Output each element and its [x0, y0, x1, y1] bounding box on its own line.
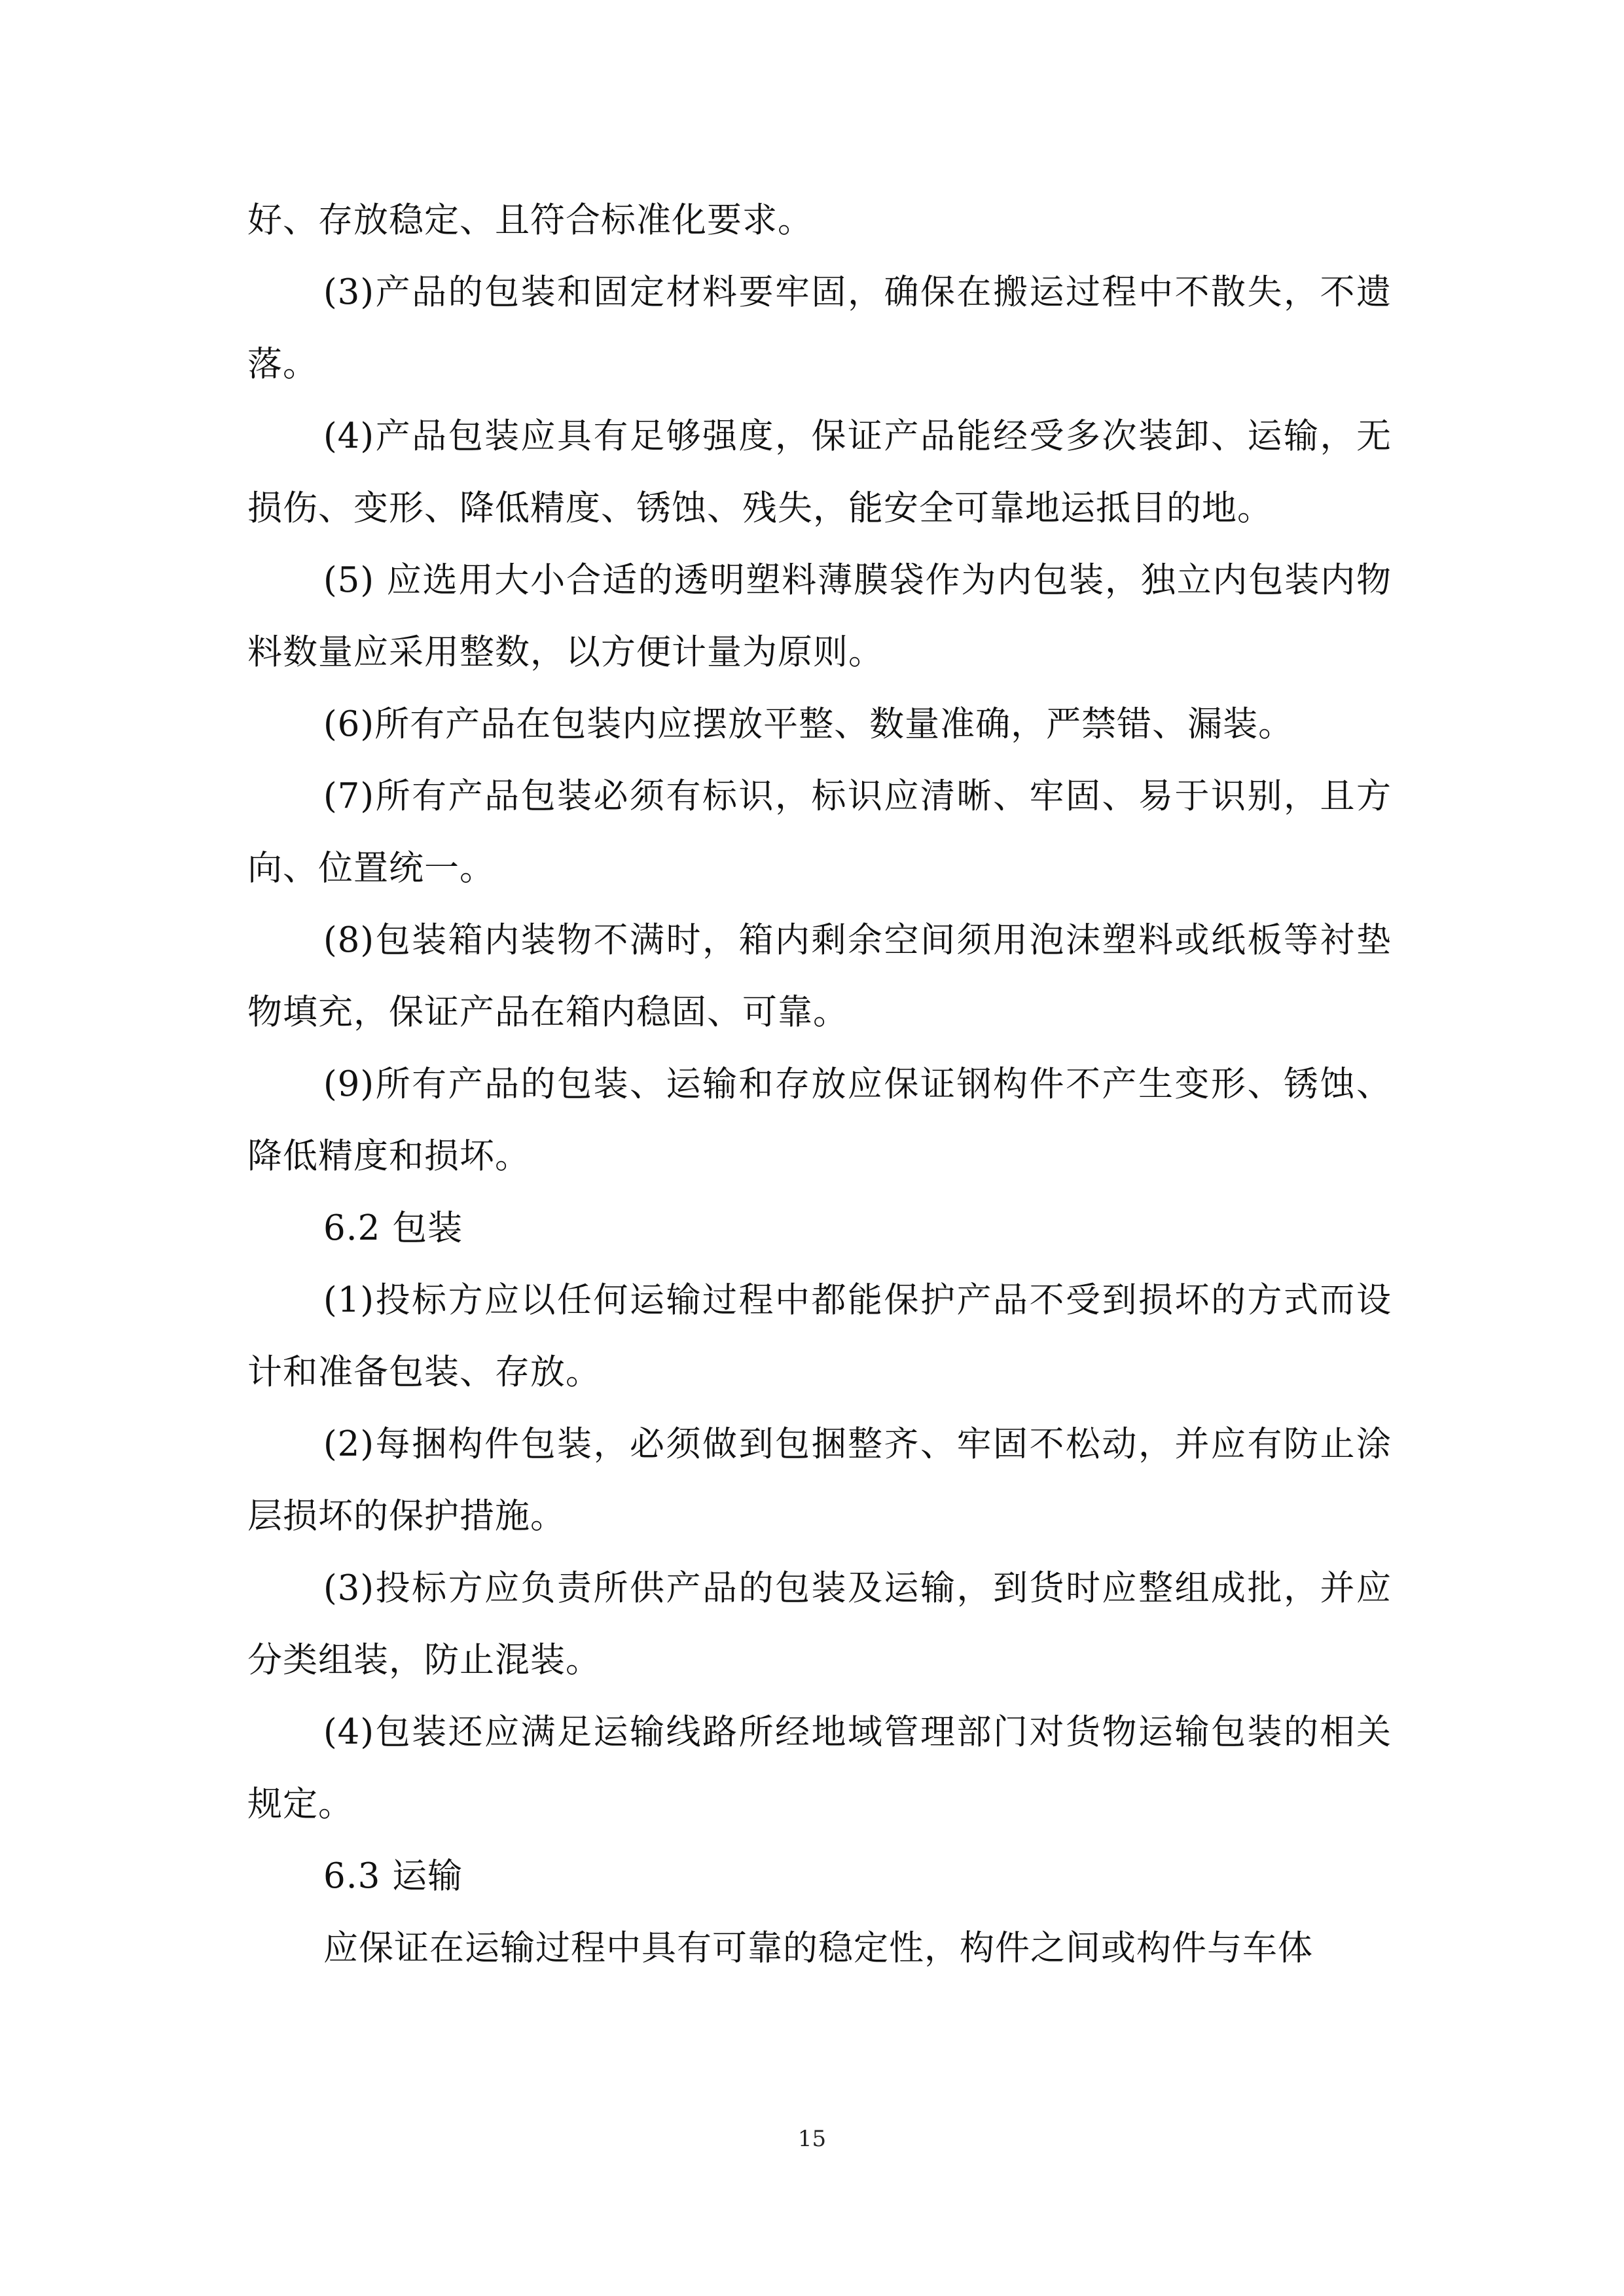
- section-6-2-item-2: (2)每捆构件包装，必须做到包捆整齐、牢固不松动，并应有防止涂层损坏的保护措施。: [247, 1424, 1392, 1536]
- page-body: [247, 185, 1392, 1984]
- paragraph-item-5: (5) 应选用大小合适的透明塑料薄膜袋作为内包装，独立内包装内物料数量应采用整数，以方便计量为原则。: [247, 560, 1392, 672]
- section-6-3-item-1: 应保证在运输过程中具有可靠的稳定性，构件之间或构件与车体: [323, 1928, 1313, 1968]
- paragraph-item-6: (6)所有产品在包装内应摆放平整、数量准确，严禁错、漏装。: [323, 704, 1294, 744]
- paragraph-item-8: (8)包装箱内装物不满时，箱内剩余空间须用泡沫塑料或纸板等衬垫物填充，保证产品在箱内稳固、可靠。: [247, 920, 1392, 1032]
- paragraph-item-4: (4)产品包装应具有足够强度，保证产品能经受多次装卸、运输，无损伤、变形、降低精度、锈蚀、残失，能安全可靠地运抵目的地。: [247, 416, 1392, 528]
- section-6-2-item-1: (1)投标方应以任何运输过程中都能保护产品不受到损坏的方式而设计和准备包装、存放。: [247, 1280, 1392, 1392]
- paragraph-item-7: (7)所有产品包装必须有标识，标识应清晰、牢固、易于识别，且方向、位置统一。: [247, 776, 1392, 888]
- section-heading-6-2: 6.2 包装: [323, 1208, 463, 1248]
- section-heading-6-3: 6.3 运输: [323, 1856, 463, 1896]
- section-6-2-item-3: (3)投标方应负责所供产品的包装及运输，到货时应整组成批，并应分类组装，防止混装。: [247, 1568, 1392, 1680]
- paragraph-item-3: (3)产品的包装和固定材料要牢固，确保在搬运过程中不散失，不遗落。: [247, 272, 1392, 384]
- paragraph-continued: 好、存放稳定、且符合标准化要求。: [247, 200, 813, 240]
- section-6-2-item-4: (4)包装还应满足运输线路所经地域管理部门对货物运输包装的相关规定。: [247, 1712, 1392, 1824]
- paragraph-item-9: (9)所有产品的包装、运输和存放应保证钢构件不产生变形、锈蚀、降低精度和损坏。: [247, 1064, 1392, 1176]
- page-number: 15: [797, 2126, 827, 2152]
